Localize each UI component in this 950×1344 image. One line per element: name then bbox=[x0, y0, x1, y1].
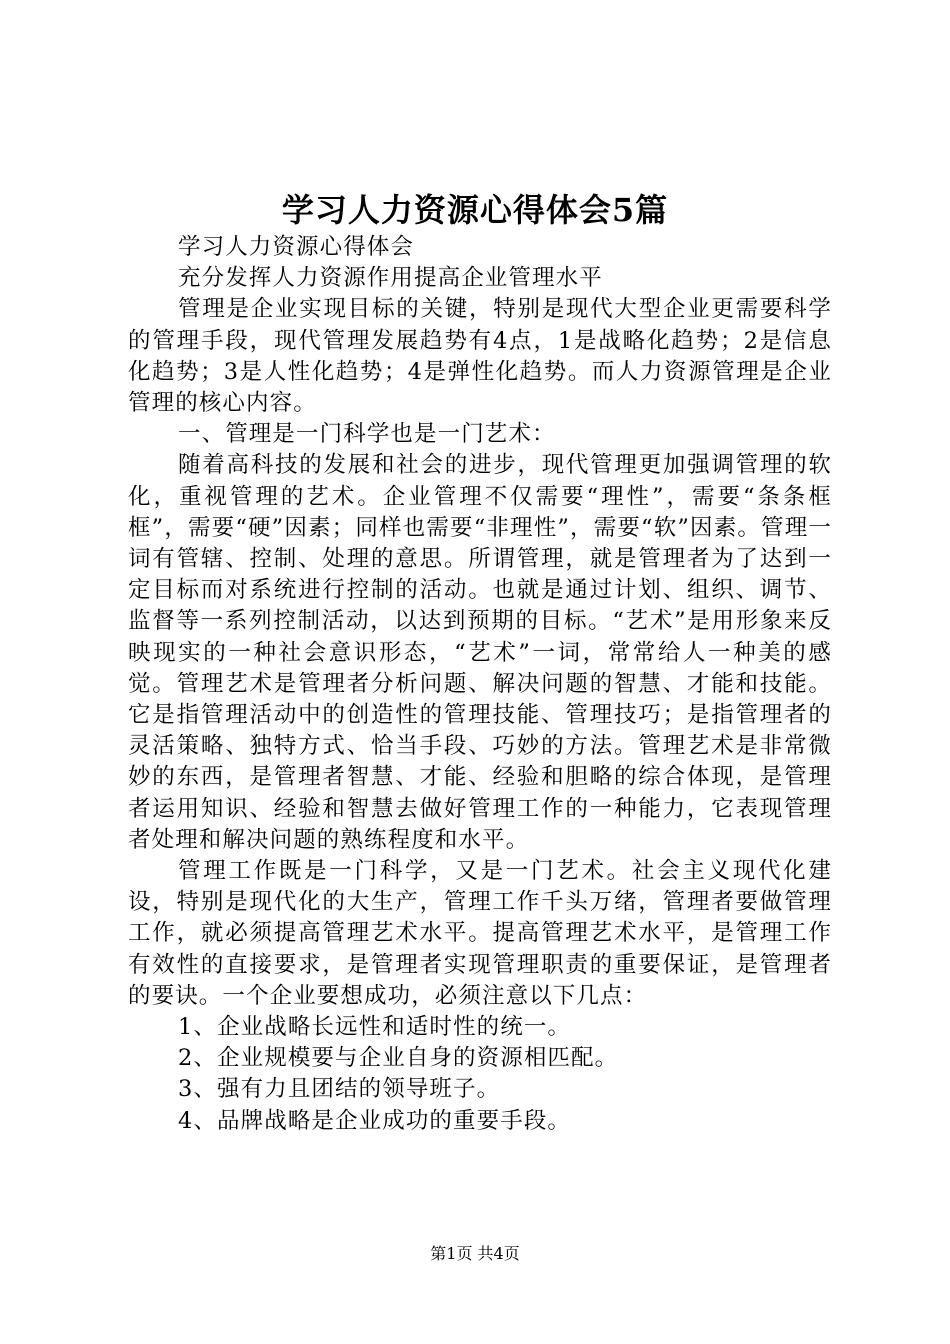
paragraph: 随着高科技的发展和社会的进步，现代管理更加强调管理的软化，重视管理的艺术。企业管理不仅需要“理性”，需要“条条框框”，需要“硬”因素；同样也需要“非理性”，需要“软”因素。管理一词有管辖、控制、处理的意思。所谓管理，就是管理者为了达到一定目标而对系统进行控制的活动。也就是通过计划、组织、调节、监督等一系列控制活动，以达到预期的目标。“艺术”是用形象来反映现实的一种社会意识形态，“艺术”一词，常常给人一种美的感觉。管理艺术是管理者分析问题、解决问题的智慧、才能和技能。它是指管理活动中的创造性的管理技能、管理技巧；是指管理者的灵活策略、独特方式、恰当手段、巧妙的方法。管理艺术是非常微妙的东西，是管理者智慧、才能、经验和胆略的综合体现，是管理者运用知识、经验和智慧去做好管理工作的一种能力，它表现管理者处理和解决问题的熟练程度和水平。 bbox=[128, 452, 832, 853]
section-heading: 一、管理是一门科学也是一门艺术： bbox=[178, 421, 556, 448]
list-item: 1、企业战略长远性和适时性的统一。 bbox=[178, 1014, 572, 1041]
list-item: 4、品牌战略是企业成功的重要手段。 bbox=[178, 1107, 572, 1134]
paragraph: 管理是企业实现目标的关键，特别是现代大型企业更需要科学的管理手段，现代管理发展趋势有4点，1是战略化趋势；2是信息化趋势；3是人性化趋势；4是弹性化趋势。而人力资源管理是企业管理的核心内容。 bbox=[128, 296, 832, 417]
paragraph: 管理工作既是一门科学，又是一门艺术。社会主义现代化建设，特别是现代化的大生产，管理工作千头万绪，管理者要做管理工作，就必须提高管理艺术水平。提高管理艺术水平，是管理工作有效性的直接要求，是管理者实现管理职责的重要保证，是管理者的要诀。一个企业要想成功，必须注意以下几点： bbox=[128, 858, 832, 1009]
document-body bbox=[128, 232, 832, 1137]
page-title: 学习人力资源心得体会5篇 bbox=[281, 191, 669, 229]
paragraph-subtitle: 学习人力资源心得体会 bbox=[178, 234, 415, 260]
page-number-footer: 第1页 共4页 bbox=[430, 1244, 520, 1263]
list-item: 2、企业规模要与企业自身的资源相匹配。 bbox=[178, 1045, 619, 1072]
paragraph-heading: 充分发挥人力资源作用提高企业管理水平 bbox=[178, 265, 603, 292]
list-item: 3、强有力且团结的领导班子。 bbox=[178, 1076, 501, 1103]
